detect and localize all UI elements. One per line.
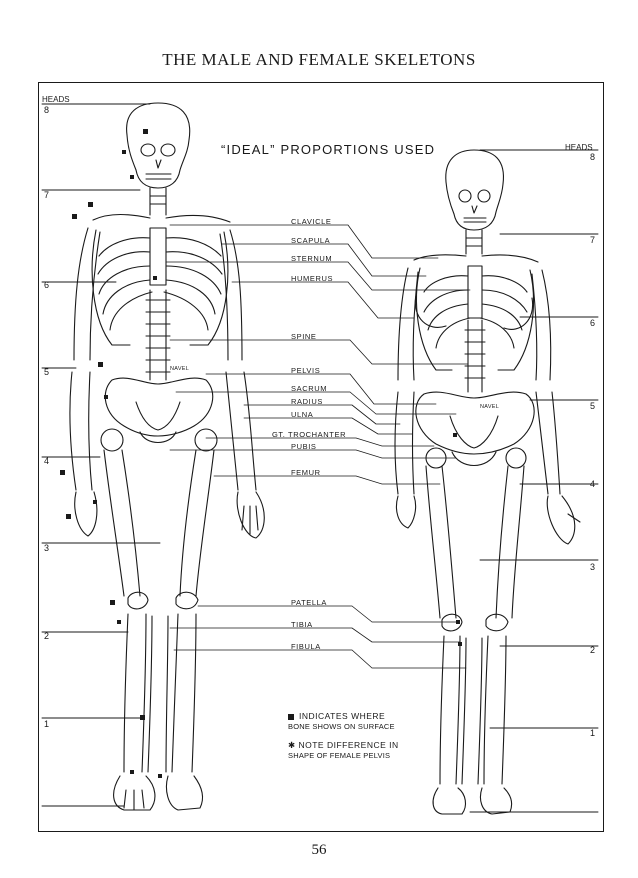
label-patella: PATELLA xyxy=(291,598,328,607)
female-scale-8: 8 xyxy=(590,152,596,162)
legend-square-line-1 xyxy=(288,711,385,721)
surface-markers xyxy=(60,129,462,778)
male-scale-2: 2 xyxy=(44,631,50,641)
male-scale-3: 3 xyxy=(44,543,50,553)
male-scale-6: 6 xyxy=(44,280,50,290)
label-scapula: SCAPULA xyxy=(291,236,331,245)
label-ulna: ULNA xyxy=(291,410,314,419)
label-clavicle: CLAVICLE xyxy=(291,217,332,226)
label-radius: RADIUS xyxy=(291,397,323,406)
male-scale-8: 8 xyxy=(44,105,50,115)
label-pubis: PUBIS xyxy=(291,442,317,451)
female-scale-3: 3 xyxy=(590,562,596,572)
female-scale-4: 4 xyxy=(590,479,596,489)
label-sternum: STERNUM xyxy=(291,254,333,263)
legend-star-line-1: ✱ NOTE DIFFERENCE IN xyxy=(288,740,399,750)
heads-label-left: HEADS xyxy=(42,95,70,104)
page-title: THE MALE AND FEMALE SKELETONS xyxy=(162,50,476,69)
label-gt-trochanter: GT. TROCHANTER xyxy=(272,430,347,439)
male-scale-5: 5 xyxy=(44,367,50,377)
female-scale-2: 2 xyxy=(590,645,596,655)
male-proportion-lines xyxy=(42,104,160,806)
label-spine: SPINE xyxy=(291,332,317,341)
male-navel-label: NAVEL xyxy=(170,366,190,372)
label-fibula: FIBULA xyxy=(291,642,321,651)
male-skeleton xyxy=(70,103,264,810)
female-navel-label: NAVEL xyxy=(480,404,500,410)
male-scale-7: 7 xyxy=(44,190,50,200)
label-sacrum: SACRUM xyxy=(291,384,328,393)
proportions-caption: “IDEAL” PROPORTIONS USED xyxy=(221,142,436,157)
female-proportion-lines xyxy=(470,150,598,812)
label-femur: FEMUR xyxy=(291,468,321,477)
black-square-icon xyxy=(288,714,294,720)
female-scale-7: 7 xyxy=(590,235,596,245)
label-tibia: TIBIA xyxy=(291,620,313,629)
label-humerus: HUMERUS xyxy=(291,274,334,283)
female-skeleton xyxy=(395,150,580,814)
male-scale-1: 1 xyxy=(44,719,50,729)
heads-label-right: HEADS xyxy=(565,143,593,152)
label-pelvis: PELVIS xyxy=(291,366,321,375)
female-scale-6: 6 xyxy=(590,318,596,328)
female-scale-5: 5 xyxy=(590,401,596,411)
male-scale-4: 4 xyxy=(44,456,50,466)
legend-square-text: INDICATES WHERE xyxy=(299,711,386,721)
legend-square-line-2: BONE SHOWS ON SURFACE xyxy=(288,722,395,731)
page-number: 56 xyxy=(311,842,327,858)
female-scale-1: 1 xyxy=(590,728,596,738)
legend-star-line-2: SHAPE OF FEMALE PELVIS xyxy=(288,751,391,760)
